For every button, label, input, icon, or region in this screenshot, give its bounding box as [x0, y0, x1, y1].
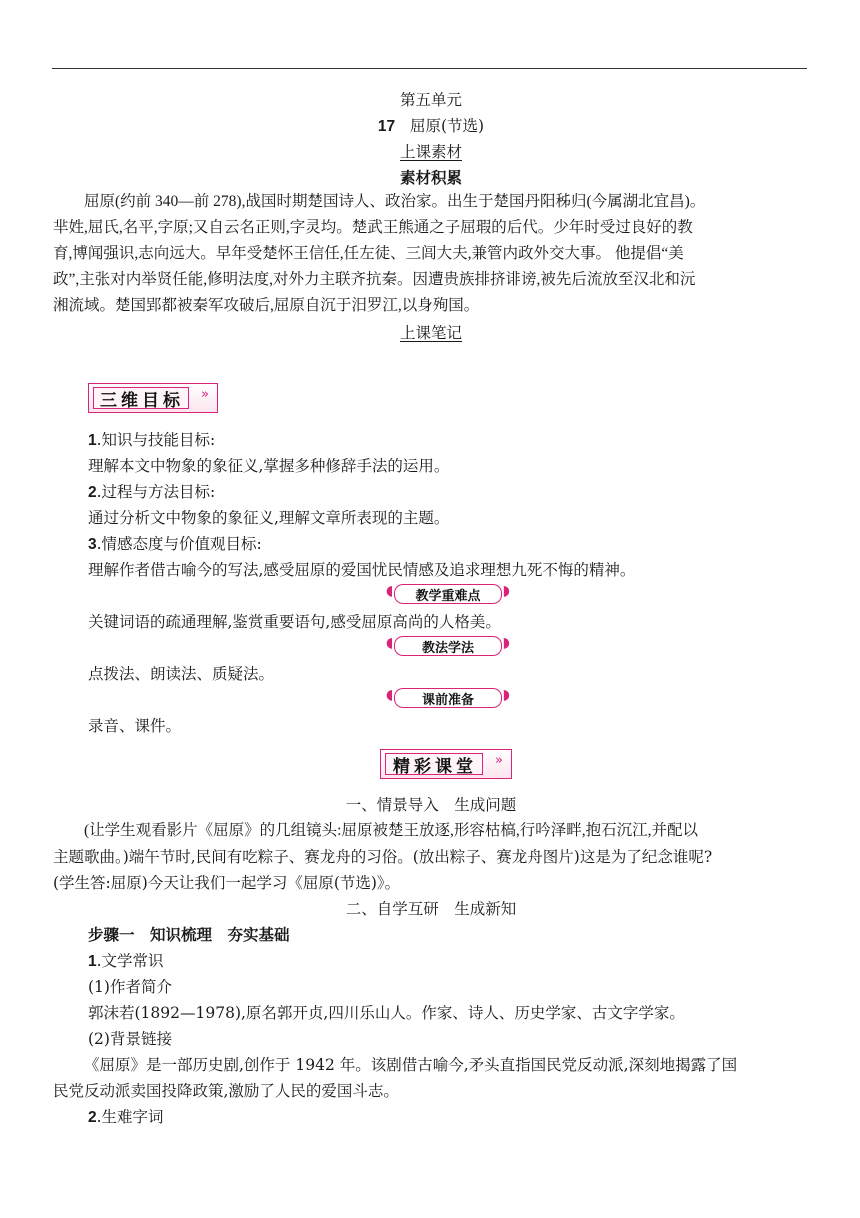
focus-label: 教学重难点: [415, 588, 481, 604]
classroom-badge-label: 精彩课堂: [393, 756, 477, 777]
ribbon-curl-icon: ◗: [502, 687, 510, 703]
literature-heading: 1.文学常识: [88, 952, 164, 970]
lesson-title: [53, 113, 809, 140]
material-line: 政”,主张对内举贤任能,修明法度,对外力主联齐抗秦。因遭贵族排挤诽谤,被先后流放至汉北和沅: [53, 271, 696, 288]
focus-text: 关键词语的疏通理解,鉴赏重要语句,感受屈原高尚的人格美。: [88, 613, 501, 631]
ribbon-curl-icon: ◗: [502, 635, 510, 651]
lesson-name: 屈原(节选): [409, 117, 485, 135]
material-line: 芈姓,屈氏,名平,字原;又自云名正则,字灵均。楚武王熊通之子屈瑕的后代。少年时受过良好的教: [53, 219, 693, 236]
goals-badge: [88, 383, 220, 413]
ribbon-curl-icon: ◖: [386, 687, 394, 703]
background-heading: (2)背景链接: [88, 1030, 172, 1048]
ribbon-curl-icon: ◖: [386, 583, 394, 599]
section-intro-heading: 一、情景导入 生成问题: [345, 796, 517, 814]
intro-line: 主题歌曲。)端午节时,民间有吃粽子、赛龙舟的习俗。(放出粽子、赛龙舟图片)这是为了纪念谁呢?: [53, 848, 713, 866]
author-heading: (1)作者简介: [88, 978, 172, 996]
material-line: 湘流域。楚国郢都被秦军攻破后,屈原自沉于汨罗江,以身殉国。: [53, 297, 480, 314]
double-arrow-icon: »: [201, 387, 209, 402]
goal-3-heading: 3.情感态度与价值观目标:: [88, 535, 262, 553]
intro-line: (让学生观看影片《屈原》的几组镜头:屈原被楚王放逐,形容枯槁,行吟泽畔,抱石沉江,并配以: [84, 822, 698, 839]
ribbon-curl-icon: ◖: [386, 635, 394, 651]
author-text: 郭沫若(1892—1978),原名郭开贞,四川乐山人。作家、诗人、历史学家、古文字学家。: [88, 1004, 685, 1022]
methods-ribbon: [386, 634, 510, 656]
unit-title: 第五单元: [399, 91, 462, 109]
goal-2-heading: 2.过程与方法目标:: [88, 483, 216, 501]
methods-label: 教法学法: [421, 640, 474, 656]
methods-text: 点拨法、朗读法、质疑法。: [88, 665, 275, 683]
goals-badge-label: 三维目标: [100, 390, 184, 411]
material-line: 育,博闻强识,志向远大。早年受楚怀王信任,任左徒、三闾大夫,兼管内政外交大事。 他提倡“美: [53, 245, 684, 262]
lesson-number: 17: [377, 118, 396, 135]
prep-ribbon: [386, 686, 510, 708]
goal-1-text: 理解本文中物象的象征义,掌握多种修辞手法的运用。: [88, 457, 450, 475]
goal-3-text: 理解作者借古喻今的写法,感受屈原的爱国忧民情感及追求理想九死不悔的精神。: [88, 561, 636, 579]
intro-line: (学生答:屈原)今天让我们一起学习《屈原(节选)》。: [53, 874, 401, 892]
prep-text: 录音、课件。: [88, 717, 182, 735]
focus-ribbon: [386, 582, 510, 604]
step-1-heading: 步骤一 知识梳理 夯实基础: [88, 926, 290, 944]
section-heading-materials: 上课素材: [399, 143, 462, 161]
vocab-heading: 2.生难字词: [88, 1108, 164, 1126]
goal-1-heading: 1.知识与技能目标:: [88, 431, 216, 449]
double-arrow-icon: »: [495, 753, 503, 768]
background-line: 民党反动派卖国投降政策,激励了人民的爱国斗志。: [53, 1082, 399, 1100]
material-line: 屈原(约前 340—前 278),战国时期楚国诗人、政治家。出生于楚国丹阳秭归(今属湖北宜昌)。: [84, 193, 706, 210]
classroom-badge: [380, 749, 514, 779]
background-line: 《屈原》是一部历史剧,创作于 1942 年。该剧借古喻今,矛头直指国民党反动派,深刻地揭露了国: [84, 1056, 738, 1074]
ribbon-curl-icon: ◗: [502, 583, 510, 599]
section-heading-notes: 上课笔记: [399, 324, 462, 342]
header-rule: [52, 68, 807, 69]
section-self-study-heading: 二、自学互研 生成新知: [345, 900, 517, 918]
goal-2-text: 通过分析文中物象的象征义,理解文章所表现的主题。: [88, 509, 450, 527]
subheading-accumulation: 素材积累: [399, 169, 462, 187]
prep-label: 课前准备: [421, 692, 474, 708]
